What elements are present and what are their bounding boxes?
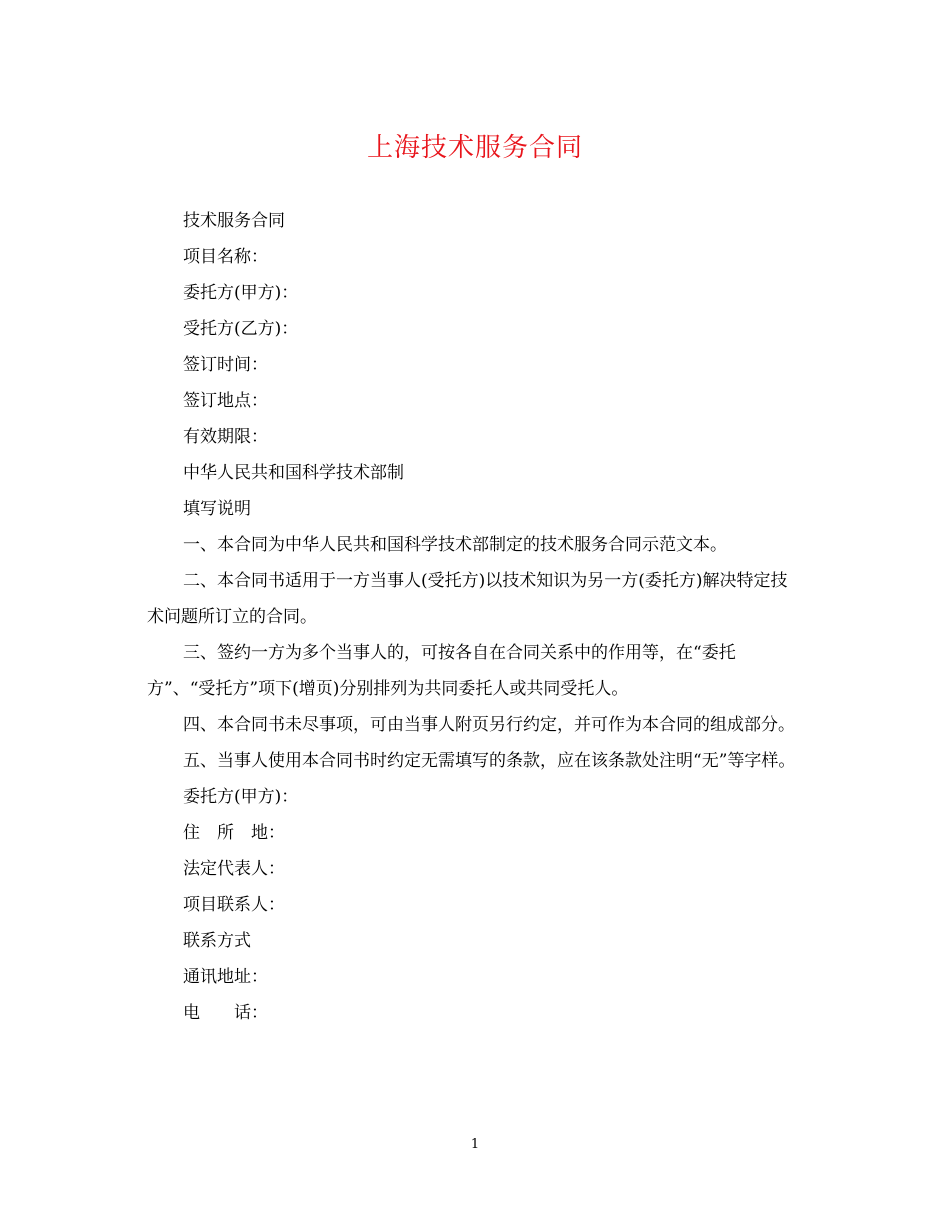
field-address: 住 所 地： [183,823,285,843]
field-client: 委托方(甲方)： [183,283,299,303]
issuer-line: 中华人民共和国科学技术部制 [183,463,404,483]
instruction-2: 二、本合同书适用于一方当事人(受托方)以技术知识为另一方(委托方)解决特定技术问题所订立的合同。 [147,571,788,627]
field-project-contact: 项目联系人： [183,895,285,915]
document-body [147,203,802,1031]
document-title: 上海技术服务合同 [366,133,583,163]
instruction-4: 四、本合同书未尽事项，可由当事人附页另行约定，并可作为本合同的组成部分。 [183,715,795,735]
instructions-heading: 填写说明 [183,499,251,519]
page-number: 1 [470,1137,480,1152]
field-validity-period: 有效期限： [183,427,268,447]
instruction-3: 三、签约一方为多个当事人的，可按各自在合同关系中的作用等，在“委托方”、“受托方”项下(增页)分别排列为共同委托人或共同受托人。 [147,643,736,699]
field-contact-method: 联系方式 [183,931,251,951]
field-signing-place: 签订地点： [183,391,268,411]
field-phone: 电 话： [183,1003,268,1023]
client-section-heading: 委托方(甲方)： [183,787,299,807]
field-legal-representative: 法定代表人： [183,859,285,879]
instruction-1: 一、本合同为中华人民共和国科学技术部制定的技术服务合同示范文本。 [183,535,727,555]
field-project-name: 项目名称： [183,247,268,267]
field-signing-date: 签订时间： [183,355,268,375]
field-mailing-address: 通讯地址： [183,967,268,987]
instruction-5: 五、当事人使用本合同书时约定无需填写的条款，应在该条款处注明“无”等字样。 [183,751,796,771]
paragraph-heading: 技术服务合同 [183,211,285,231]
field-contractor: 受托方(乙方)： [183,319,299,339]
